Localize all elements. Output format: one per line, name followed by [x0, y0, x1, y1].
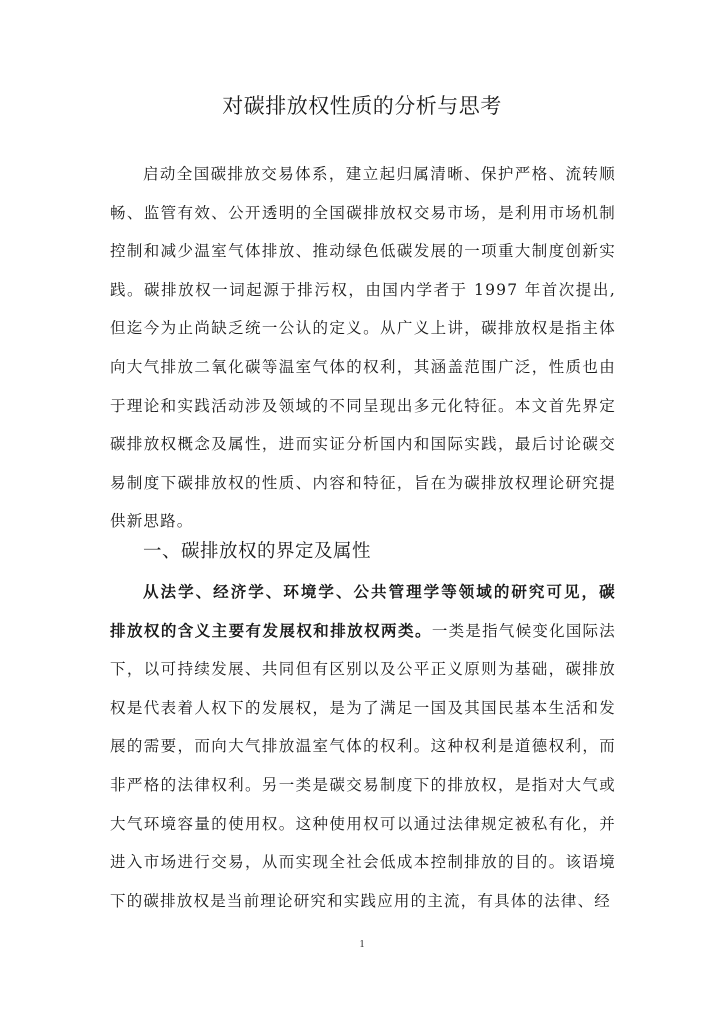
bold-lead-sentence: 从法学、经济学、环境学、公共管理学等领域的研究可见，碳排放权的含义主要有发展权和排放权两类。 [110, 583, 616, 640]
intro-paragraph: 启动全国碳排放交易体系，建立起归属清晰、保护严格、流转顺畅、监管有效、公开透明的全国碳排放权交易市场，是利用市场机制控制和减少温室气体排放、推动绿色低碳发展的一项重大制度创新实践。碳排放权一词起源于排污权，由国内学者于 1997 年首次提出,但迄今为止尚缺乏统一公认的定义。从广义上讲，碳排放权是指主体向大气排放二氧化碳等温室气体的权利，其涵盖范围广泛，性质也由于理论和实践活动涉及领域的不同呈现出多元化特征。本文首先界定碳排放权概念及属性，进而实证分析国内和国际实践，最后讨论碳交易制度下碳排放权的性质、内容和特征，旨在为碳排放权理论研究提供新思路。 [110, 165, 616, 531]
section-heading: 一、碳排放权的界定及属性 [143, 541, 372, 562]
document-title: 对碳排放权性质的分析与思考 [222, 94, 502, 118]
paragraph-rest-text: 一类是指气候变化国际法下，以可持续发展、共同但有区别以及公平正义原则为基础，碳排放权是代表着人权下的发展权，是为了满足一国及其国民基本生活和发展的需要，而向大气排放温室气体的权利。这种权利是道德权利，而非严格的法律权利。另一类是碳交易制度下的排放权，是指对大气或大气环境容量的使用权。这种使用权可以通过法律规定被私有化，并进入市场进行交易，从而实现全社会低成本控制排放的目的。该语境下的碳排放权是当前理论研究和实践应用的主流，有具体的法律、经 [110, 621, 617, 910]
page-number: 1 [359, 939, 365, 950]
section-paragraph [110, 573, 616, 920]
